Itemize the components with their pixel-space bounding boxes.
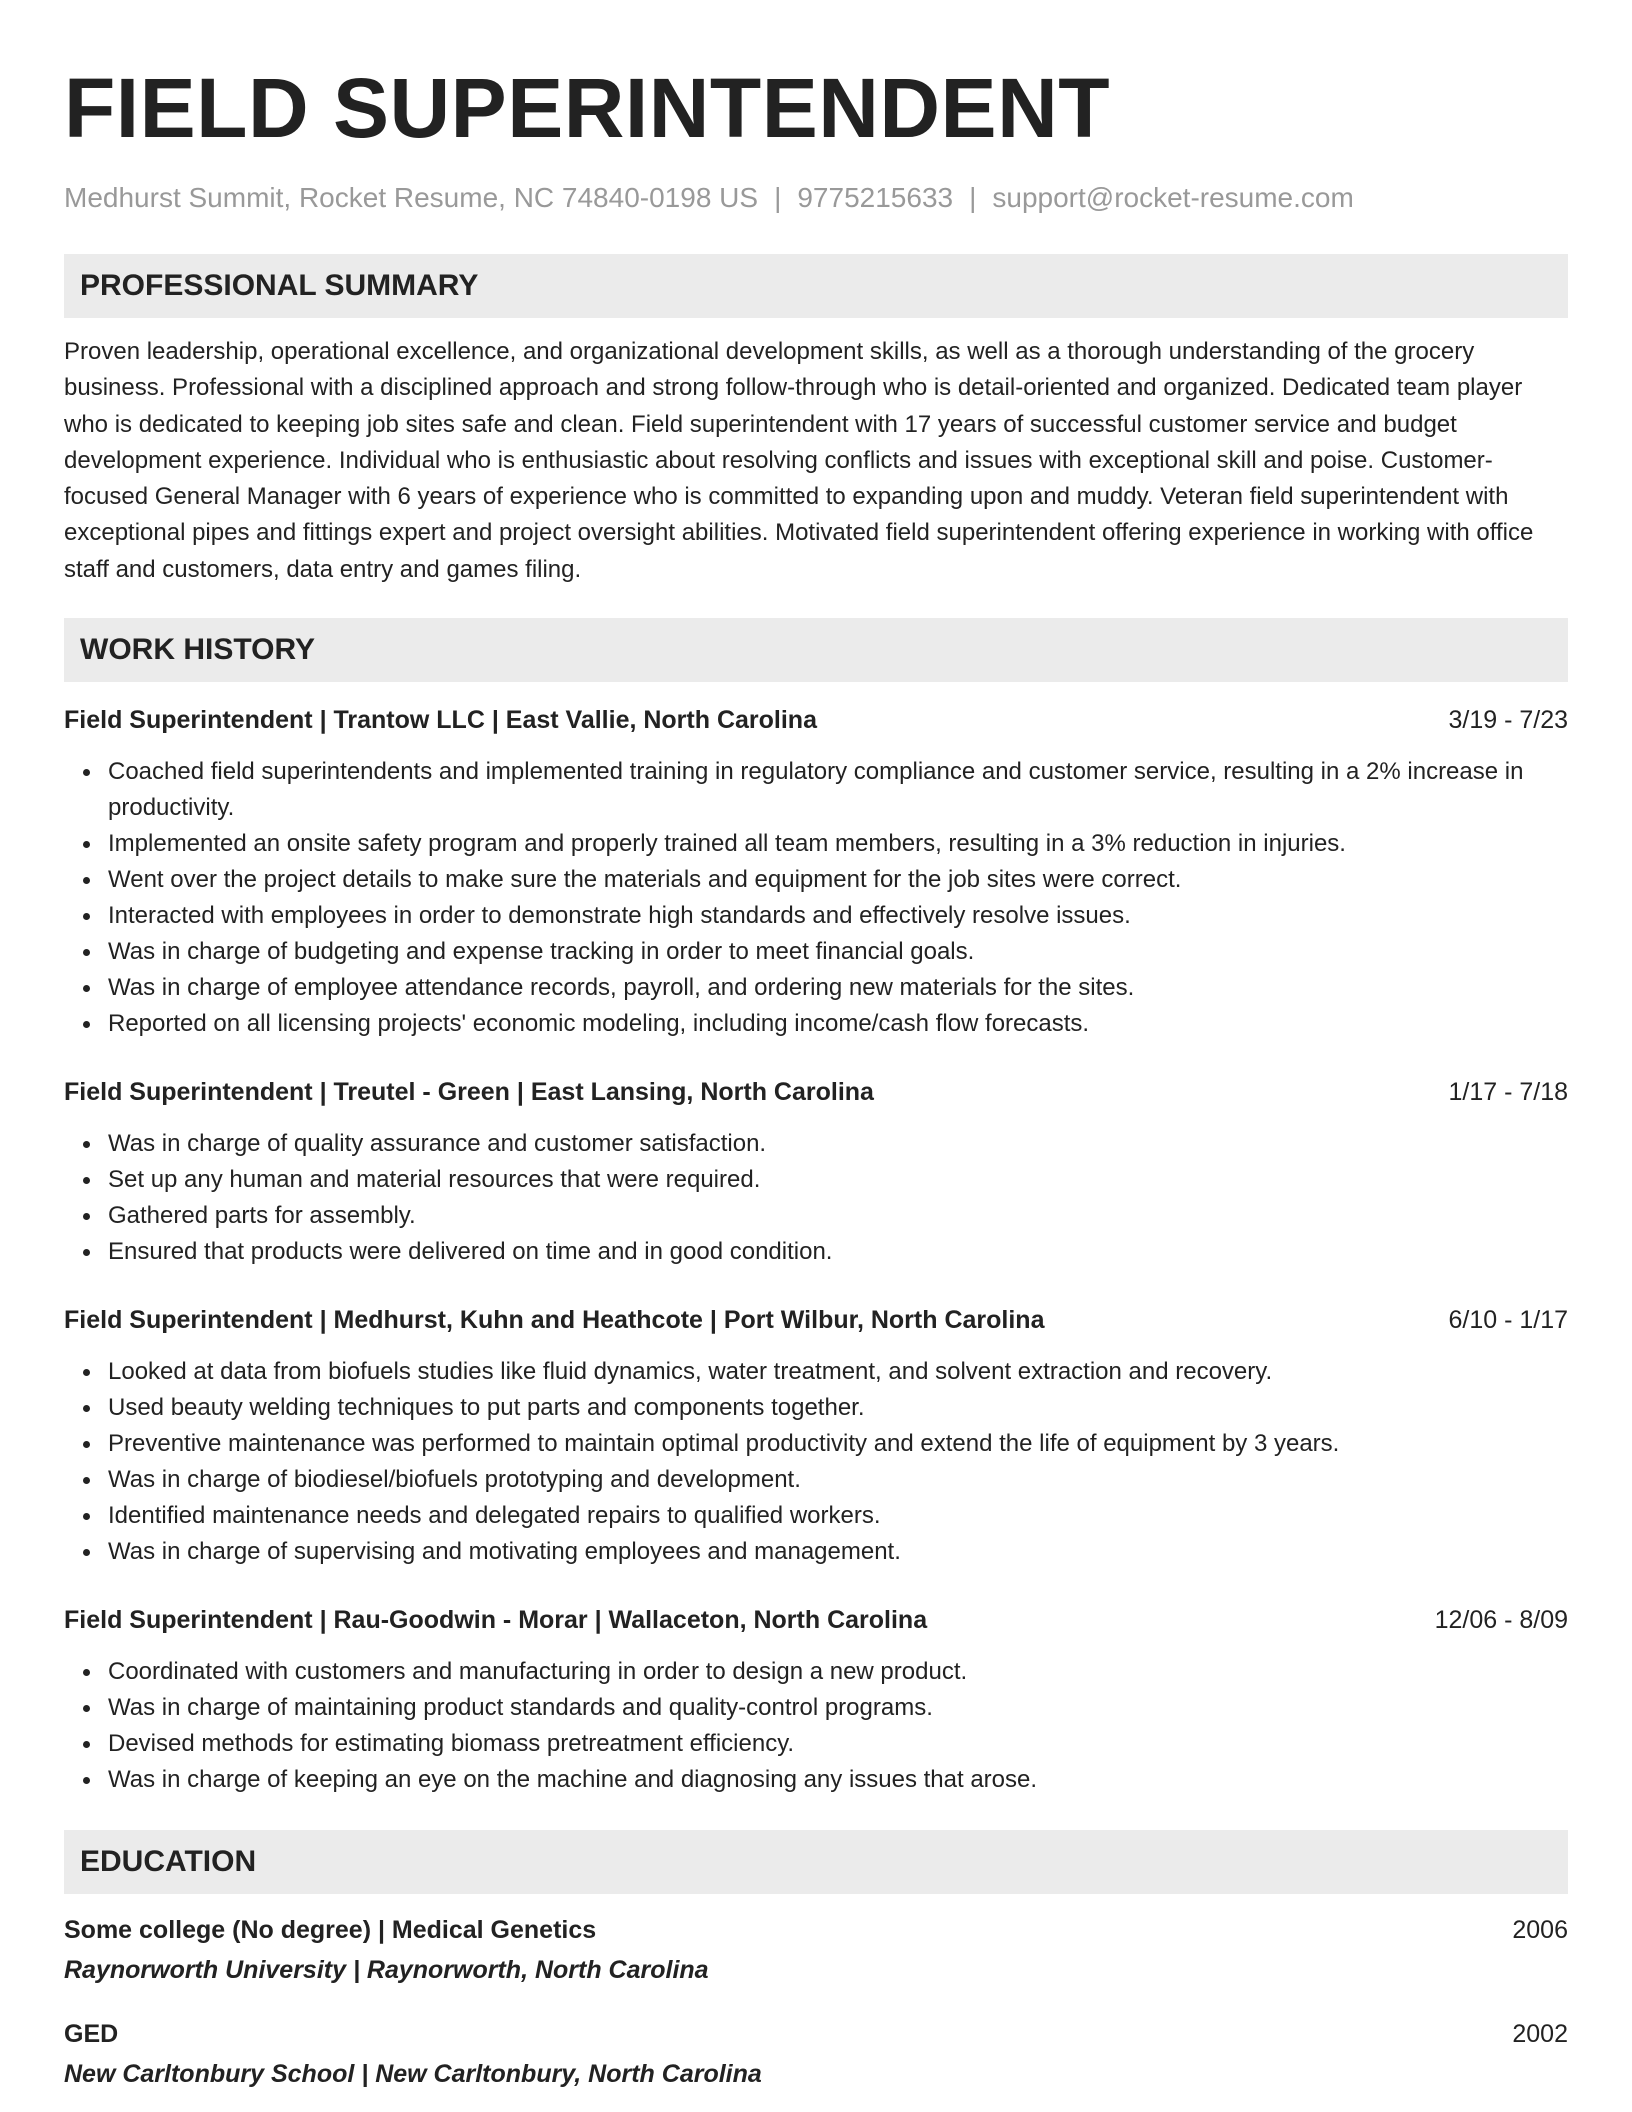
job-header	[64, 1302, 1568, 1338]
job-header	[64, 1602, 1568, 1638]
education-entry	[64, 2016, 1568, 2092]
job-bullet: Gathered parts for assembly.	[108, 1198, 1568, 1234]
education-header	[64, 1912, 1568, 1948]
section-header-professional-summary: PROFESSIONAL SUMMARY	[64, 254, 1568, 318]
job-bullet-list	[64, 1126, 1568, 1270]
job-bullet: Set up any human and material resources that were required.	[108, 1162, 1568, 1198]
contact-line	[64, 180, 1568, 216]
job-dates: 6/10 - 1/17	[1448, 1306, 1568, 1335]
job-dates: 1/17 - 7/18	[1448, 1078, 1568, 1107]
contact-address: Medhurst Summit, Rocket Resume, NC 74840-0198 US	[64, 182, 759, 213]
job-entry	[64, 702, 1568, 1042]
job-bullet: Identified maintenance needs and delegated repairs to qualified workers.	[108, 1498, 1568, 1534]
job-bullet: Ensured that products were delivered on time and in good condition.	[108, 1234, 1568, 1270]
job-bullet-list	[64, 754, 1568, 1042]
job-bullet: Was in charge of maintaining product standards and quality-control programs.	[108, 1690, 1568, 1726]
job-bullet: Used beauty welding techniques to put parts and components together.	[108, 1390, 1568, 1426]
job-entry	[64, 1602, 1568, 1798]
section-header-work-history: WORK HISTORY	[64, 618, 1568, 682]
job-bullet: Was in charge of supervising and motivating employees and management.	[108, 1534, 1568, 1570]
job-header	[64, 702, 1568, 738]
job-dates: 3/19 - 7/23	[1448, 706, 1568, 735]
job-bullet: Was in charge of quality assurance and customer satisfaction.	[108, 1126, 1568, 1162]
job-bullet: Looked at data from biofuels studies like fluid dynamics, water treatment, and solvent extraction and recovery.	[108, 1354, 1568, 1390]
job-bullet: Preventive maintenance was performed to maintain optimal productivity and extend the life of equipment by 3 years.	[108, 1426, 1568, 1462]
contact-separator: |	[969, 182, 977, 213]
work-history-list	[64, 702, 1568, 1798]
education-degree: GED	[64, 2020, 119, 2049]
education-year: 2006	[1512, 1916, 1568, 1945]
education-header	[64, 2016, 1568, 2052]
job-entry	[64, 1302, 1568, 1570]
job-bullet: Went over the project details to make sure the materials and equipment for the job sites were correct.	[108, 862, 1568, 898]
resume-name-title: FIELD SUPERINTENDENT	[64, 61, 1111, 155]
job-title: Field Superintendent | Medhurst, Kuhn and Heathcote | Port Wilbur, North Carolina	[64, 1306, 1045, 1335]
job-bullet: Coordinated with customers and manufacturing in order to design a new product.	[108, 1654, 1568, 1690]
professional-summary-text: Proven leadership, operational excellence, and organizational development skills, as well as a thorough understanding of the grocery business. Professional with a disciplined approach and strong follow-through who is detail-oriented and organized. Dedicated team player who is dedicated to keeping job sites safe and clean. Field superintendent with 17 years of successful customer service and budget development experience. Individual who is enthusiastic about resolving conflicts and issues with exceptional skill and poise. Customer-focused General Manager with 6 years of experience who is committed to expanding upon and muddy. Veteran field superintendent with exceptional pipes and fittings expert and project oversight abilities. Motivated field superintendent offering experience in working with office staff and customers, data entry and games filing.	[64, 338, 1534, 583]
contact-email: support@rocket-resume.com	[992, 182, 1354, 213]
education-year: 2002	[1512, 2020, 1568, 2049]
job-bullet-list	[64, 1654, 1568, 1798]
job-bullet: Devised methods for estimating biomass pretreatment efficiency.	[108, 1726, 1568, 1762]
job-bullet: Interacted with employees in order to demonstrate high standards and effectively resolve issues.	[108, 898, 1568, 934]
contact-phone: 9775215633	[797, 182, 954, 213]
education-list	[64, 1912, 1568, 2092]
education-school: Raynorworth University | Raynorworth, North Carolina	[64, 1956, 709, 1985]
job-bullet: Was in charge of employee attendance records, payroll, and ordering new materials for the sites.	[108, 970, 1568, 1006]
section-header-education: EDUCATION	[64, 1830, 1568, 1894]
job-bullet: Was in charge of biodiesel/biofuels prototyping and development.	[108, 1462, 1568, 1498]
job-title: Field Superintendent | Rau-Goodwin - Morar | Wallaceton, North Carolina	[64, 1606, 928, 1635]
job-bullet: Implemented an onsite safety program and properly trained all team members, resulting in a 3% reduction in injuries.	[108, 826, 1568, 862]
job-header	[64, 1074, 1568, 1110]
job-dates: 12/06 - 8/09	[1434, 1606, 1568, 1635]
job-title: Field Superintendent | Treutel - Green | East Lansing, North Carolina	[64, 1078, 874, 1107]
education-degree: Some college (No degree) | Medical Genetics	[64, 1916, 597, 1945]
resume-page	[64, 0, 1568, 2092]
contact-separator: |	[774, 182, 782, 213]
education-school: New Carltonbury School | New Carltonbury, North Carolina	[64, 2060, 762, 2089]
job-title: Field Superintendent | Trantow LLC | East Vallie, North Carolina	[64, 706, 817, 735]
job-bullet: Reported on all licensing projects' economic modeling, including income/cash flow forecasts.	[108, 1006, 1568, 1042]
job-entry	[64, 1074, 1568, 1270]
education-entry	[64, 1912, 1568, 1988]
job-bullet: Coached field superintendents and implemented training in regulatory compliance and customer service, resulting in a 2% increase in productivity.	[108, 754, 1568, 826]
job-bullet: Was in charge of budgeting and expense tracking in order to meet financial goals.	[108, 934, 1568, 970]
job-bullet-list	[64, 1354, 1568, 1570]
job-bullet: Was in charge of keeping an eye on the machine and diagnosing any issues that arose.	[108, 1762, 1568, 1798]
